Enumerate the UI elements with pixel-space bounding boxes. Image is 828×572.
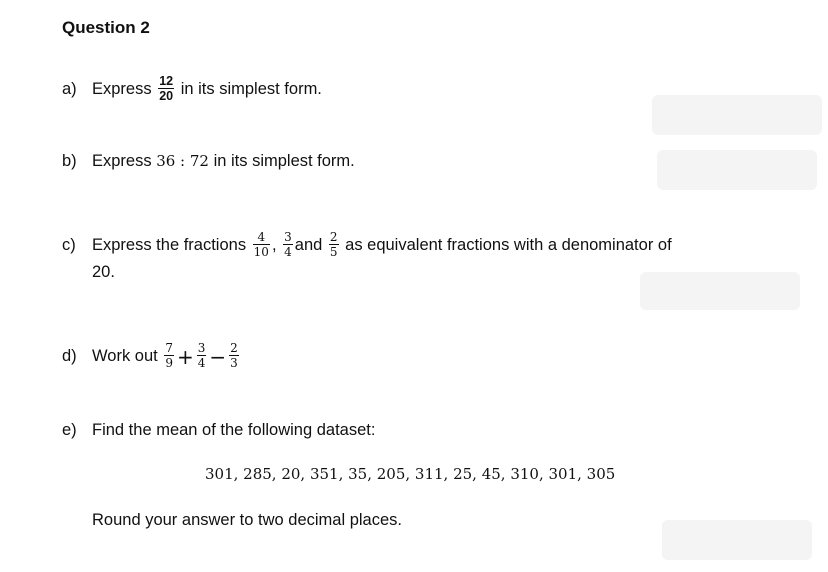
question-text: in its simplest form.: [213, 152, 355, 170]
question-b: [62, 151, 355, 171]
fraction-denominator: 5: [329, 245, 338, 259]
question-e: [62, 420, 375, 440]
fraction-numerator: 4: [253, 230, 270, 245]
question-letter: b): [62, 152, 77, 170]
fraction-numerator: 7: [165, 341, 173, 355]
minus-sign: −: [209, 344, 227, 369]
fraction-2-3: [229, 341, 239, 370]
question-text: Express: [92, 152, 152, 170]
round-instruction: Round your answer to two decimal places.: [92, 511, 402, 529]
question-letter: e): [62, 421, 77, 439]
background-smudge: [652, 95, 822, 135]
question-d: [62, 342, 241, 371]
question-text: in its simplest form.: [180, 79, 322, 98]
fraction-3-4: [197, 341, 207, 370]
question-text: Find the mean of the following dataset:: [92, 421, 376, 439]
fraction-numerator: 12: [159, 74, 174, 88]
fraction-12-20: [158, 74, 174, 103]
fraction-denominator: 10: [253, 245, 269, 259]
fraction-denominator: 9: [165, 356, 173, 370]
fraction-numerator: 2: [329, 230, 338, 244]
fraction-numerator: 2: [230, 341, 238, 355]
comma: ,: [271, 235, 277, 254]
fraction-denominator: 4: [284, 245, 292, 259]
ratio: 36 : 72: [156, 152, 209, 170]
question-a: [62, 75, 322, 104]
question-letter: c): [62, 235, 76, 254]
fraction-denominator: 3: [230, 356, 238, 370]
background-smudge: [657, 150, 817, 190]
fraction-3-4: [283, 230, 293, 259]
fraction-denominator: 20: [159, 89, 174, 103]
question-title: Question 2: [62, 18, 150, 37]
question-c-continuation: 20.: [92, 263, 115, 281]
background-smudge: [662, 520, 812, 560]
question-text: Express: [92, 79, 152, 98]
question-text: Work out: [92, 346, 158, 365]
fraction-4-10: [253, 230, 270, 259]
question-text: as equivalent fractions with a denominator of: [345, 235, 672, 254]
plus-sign: +: [176, 344, 194, 369]
fraction-7-9: [164, 341, 174, 370]
fraction-denominator: 4: [197, 356, 206, 370]
background-smudge: [640, 272, 800, 310]
dataset-values: 301, 285, 20, 351, 35, 205, 311, 25, 45, 310, 301, 305: [205, 465, 616, 483]
fraction-2-5: [329, 230, 339, 259]
fraction-numerator: 3: [284, 230, 292, 244]
question-letter: d): [62, 346, 77, 365]
question-c: [62, 231, 672, 260]
question-text: Express the fractions: [92, 235, 247, 254]
question-letter: a): [62, 79, 77, 98]
question-text: and: [294, 235, 323, 254]
fraction-numerator: 3: [197, 341, 206, 355]
